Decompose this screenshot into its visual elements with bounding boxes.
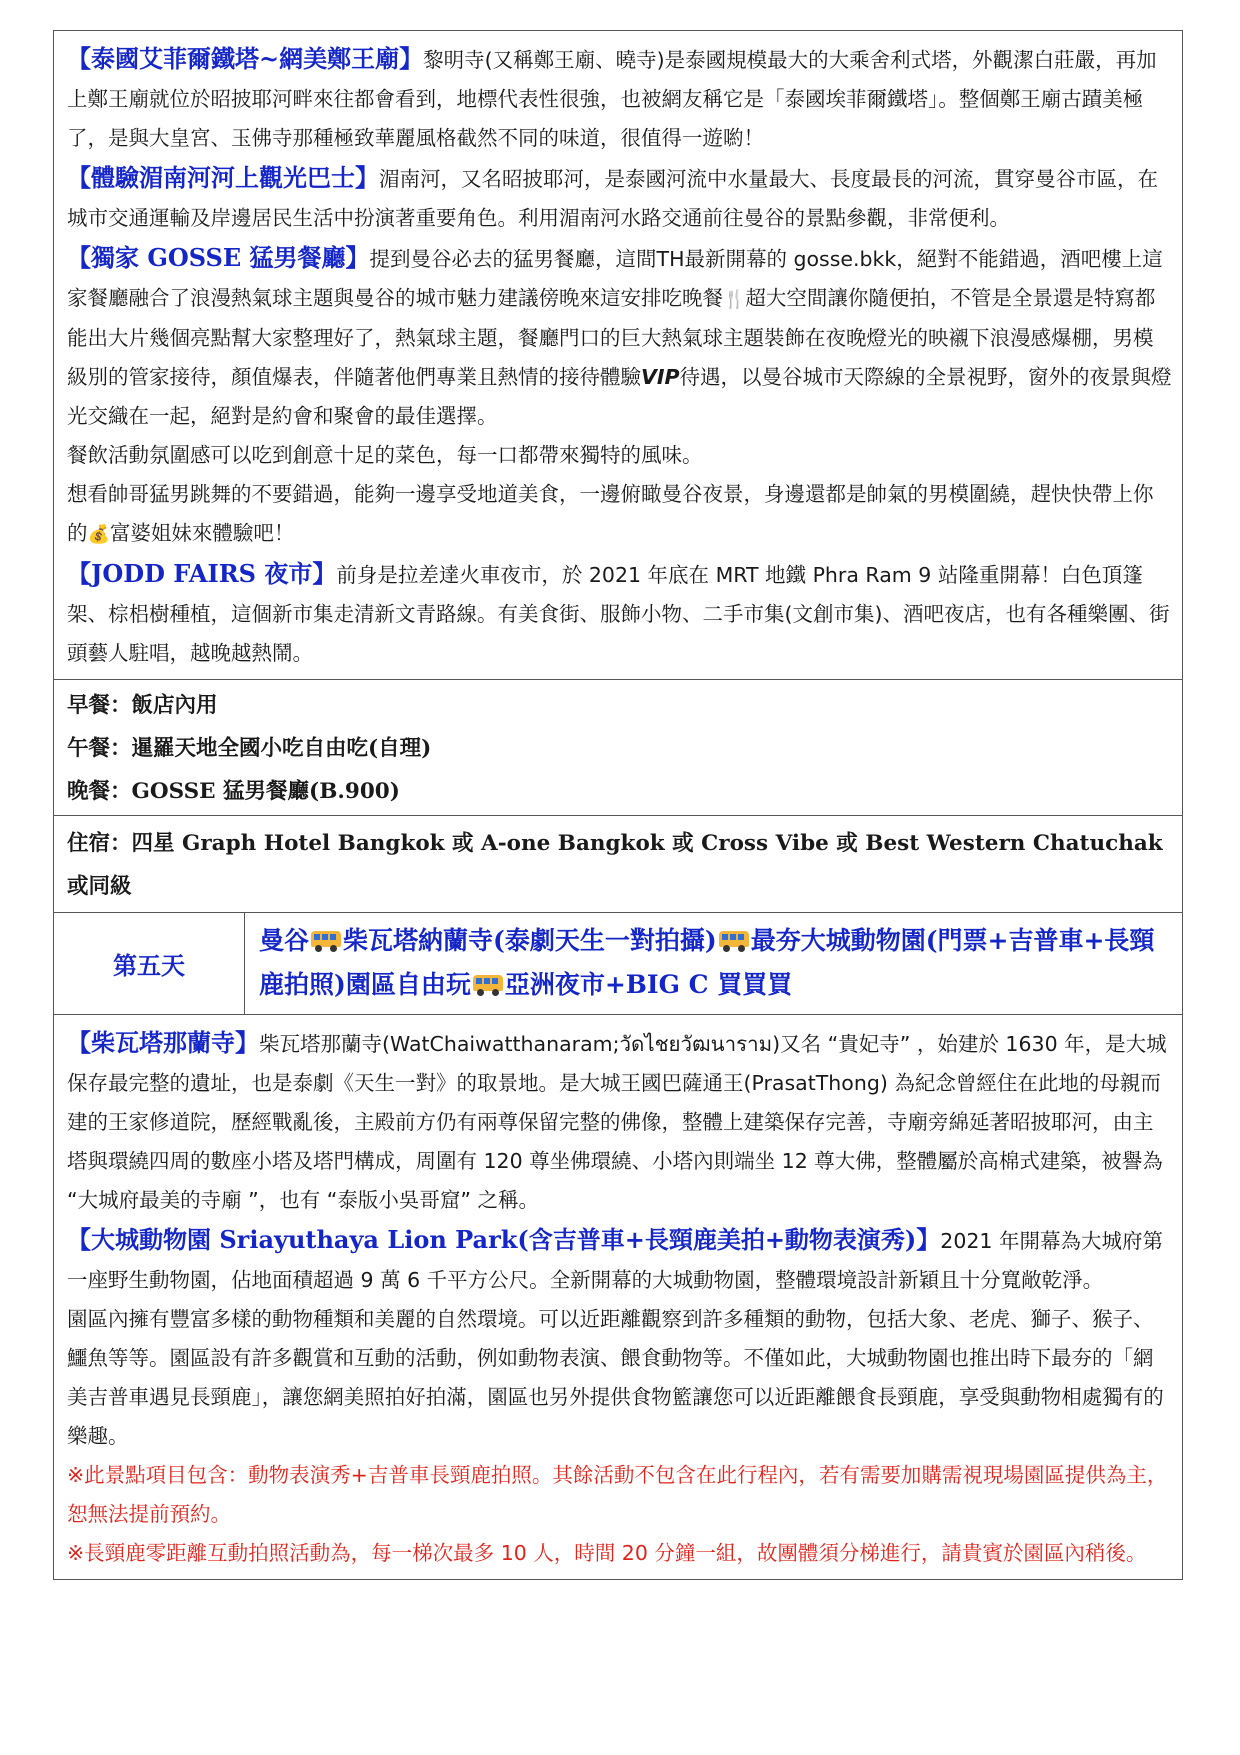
heading-zoo: 【大城動物園 Sriayuthaya Lion Park(含吉普車+長頸鹿美拍+動物表演秀)】 [67,1225,941,1254]
itinerary-table [53,30,1183,1580]
itinerary-zoo: 最夯大城動物園(門票+吉普車+長頸鹿拍照)園區自由玩 [259,926,1155,999]
itinerary-night-market: 亞洲夜市+BIG C 買買買 [504,970,793,999]
bus-icon [311,931,341,951]
paragraph-zoo [67,1220,1172,1300]
meals-section [53,679,1183,815]
breakfast-line: 早餐：飯店內用 [67,693,218,718]
dinner-line: 晚餐：GOSSE 猛男餐廳(B.900) [67,779,400,804]
text-jodd-fairs: 前身是拉差達火車夜市，於 2021 年底在 MRT 地鐵 Phra Ram 9 站隆重開幕！白色頂篷架、棕梠樹種植，這個新市集走清新文青路線。有美食街、服飾小物、二手市集(文創市集)、酒吧夜店，也有各種樂團、街頭藝人駐唱，越晚越熱鬧。 [67,563,1170,665]
fork-knife-icon: 🍴 [723,289,746,310]
paragraph-wat-arun [67,39,1172,158]
heading-river-bus: 【體驗湄南河河上觀光巴士】 [67,163,379,192]
lunch-line: 午餐：暹羅天地全國小吃自由吃(自理) [67,736,432,761]
itinerary-bangkok: 曼谷 [259,926,310,955]
accommodation-section [53,815,1183,912]
paragraph-temple [67,1023,1172,1220]
text-river-bus: 湄南河，又名昭披耶河，是泰國河流中水量最大、長度最長的河流，貫穿曼谷市區，在城市交通運輸及岸邊居民生活中扮演著重要角色。利用湄南河水路交通前往曼谷的景點參觀，非常便利。 [67,167,1158,230]
bus-icon [719,931,749,951]
paragraph-river-bus [67,158,1172,238]
text-temple: 柴瓦塔那蘭寺(WatChaiwatthanaram;วัดไชยวัฒนาราม)又名 “貴妃寺” ，始建於 1630 年，是大城保存最完整的遺址，也是泰劇《天生一對》的取景地。是大城王國巴薩通王(PrasatThong) 為紀念曾經住在此地的母親而建的王家修道院，歷經戰亂後，主殿前方仍有兩尊保留完整的佛像，整體上建築保存完善，寺廟旁綿延著昭披耶河，由主塔與環繞四周的數座小塔及塔門構成，周圍有 120 尊坐佛環繞、小塔內則端坐 12 尊大佛，整體屬於高棉式建築，被譽為 “大城府最美的寺廟 ”，也有 “泰版小吳哥窟” 之稱。 [67,1032,1167,1212]
text-zoo: 2021 年開幕為大城府第一座野生動物園，佔地面積超過 9 萬 6 千平方公尺。全新開幕的大城動物園，整體環境設計新穎且十分寬敞乾淨。 [67,1229,1163,1292]
accommodation-line: 住宿：四星 Graph Hotel Bangkok 或 A-one Bangkok 或 Cross Vibe 或 Best Western Chatuchak 或同級 [67,831,1163,899]
paragraph-jodd-fairs [67,554,1172,673]
itinerary-temple: 柴瓦塔納蘭寺(泰劇天生一對拍攝) [343,926,717,955]
text-gosse-a: 提到曼谷必去的猛男餐廳，這間TH最新開幕的 gosse.bkk，絕對不能錯過，酒吧樓上這家餐廳融合了浪漫熱氣球主題與曼谷的城市魅力建議傍晚來這安排吃晚餐 [67,247,1163,310]
day-label: 第五天 [54,913,245,1014]
paragraph-zoo-details: 園區內擁有豐富多樣的動物種類和美麗的自然環境。可以近距離觀察到許多種類的動物，包括大象、老虎、獅子、猴子、鱷魚等等。園區設有許多觀賞和互動的活動，例如動物表演、餵食動物等。不僅如此，大城動物園也推出時下最夯的「網美吉普車遇見長頸鹿」，讓您網美照拍好拍滿，園區也另外提供食物籃讓您可以近距離餵食長頸鹿，享受與動物相處獨有的樂趣。 [67,1307,1164,1448]
heading-jodd-fairs: 【JODD FAIRS 夜市】 [67,559,337,588]
heading-wat-arun: 【泰國艾菲爾鐵塔~網美鄭王廟】 [67,44,424,73]
text-dancers-b: 富婆姐妹來體驗吧！ [109,521,295,545]
heading-temple: 【柴瓦塔那蘭寺】 [67,1028,259,1057]
day5-details-section [53,1014,1183,1580]
day-row [53,912,1183,1014]
bus-icon [473,975,503,995]
note-giraffe: ※長頸鹿零距離互動拍照活動為，每一梯次最多 10 人，時間 20 分鐘一組，故團體須分梯進行，請貴賓於園區內稍後。 [67,1541,1147,1565]
money-bag-icon: 💰 [87,524,110,545]
paragraph-gosse [67,238,1172,436]
text-vip: VIP [641,365,680,389]
attractions-section [53,30,1183,679]
heading-gosse: 【獨家 GOSSE 猛男餐廳】 [67,243,370,272]
paragraph-dancers [67,475,1172,554]
text-gosse-c: 待遇，以曼谷城市天際線的全景視野，窗外的夜景與燈光交織在一起，絕對是約會和聚會的最佳選擇。 [67,365,1172,428]
paragraph-dining: 餐飲活動氛圍感可以吃到創意十足的菜色，每一口都帶來獨特的風味。 [67,443,703,467]
text-gosse-b: 超大空間讓你隨便拍，不管是全景還是特寫都能出大片幾個亮點幫大家整理好了，熱氣球主題，餐廳門口的巨大熱氣球主題裝飾在夜晚燈光的映襯下浪漫感爆棚，男模級別的管家接待，顏值爆表，伴隨著他們專業且熱情的接待體驗 [67,286,1156,389]
day-itinerary [245,913,1182,1014]
text-wat-arun: 黎明寺(又稱鄭王廟、曉寺)是泰國規模最大的大乘舍利式塔，外觀潔白莊嚴，再加上鄭王廟就位於昭披耶河畔來往都會看到，地標代表性很強，也被網友稱它是「泰國埃菲爾鐵塔」。整個鄭王廟古蹟美極了，是與大皇宮、玉佛寺那種極致華麗風格截然不同的味道，很值得一遊喲！ [67,48,1157,150]
note-included: ※此景點項目包含：動物表演秀+吉普車長頸鹿拍照。其餘活動不包含在此行程內，若有需要加購需視現場園區提供為主，恕無法提前預約。 [67,1463,1168,1526]
text-dancers-a: 想看帥哥猛男跳舞的不要錯過，能夠一邊享受地道美食，一邊俯瞰曼谷夜景，身邊還都是帥氣的男模圍繞，趕快快帶上你的 [67,482,1154,545]
